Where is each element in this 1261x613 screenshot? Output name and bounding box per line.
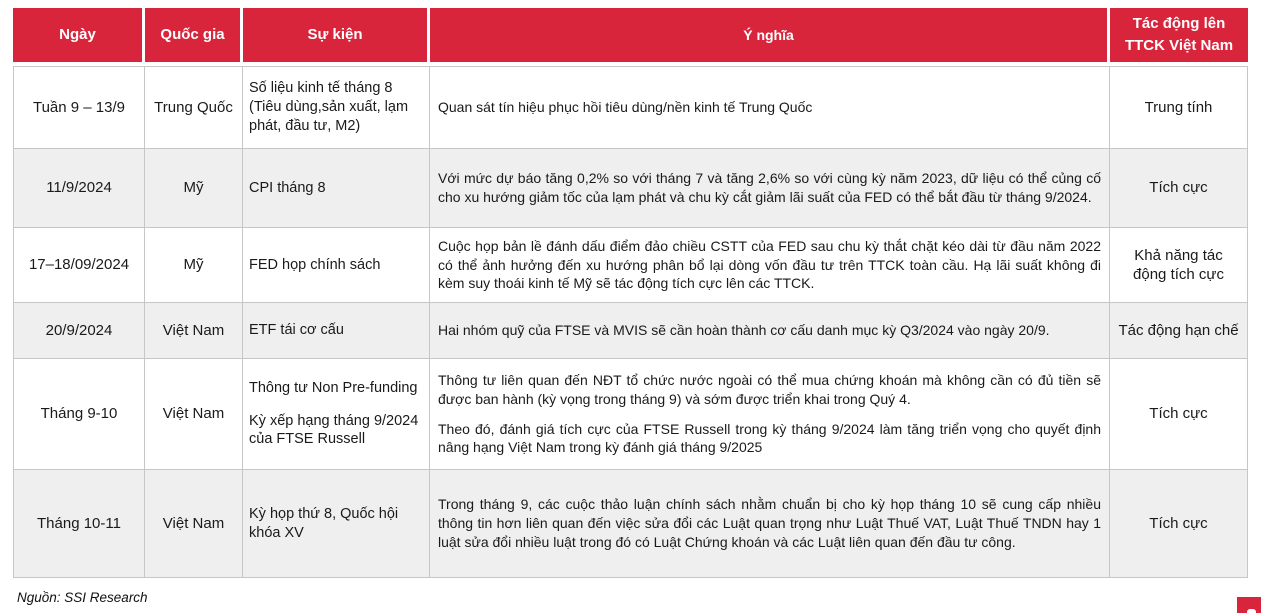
impact-text: Tích cực [1149,405,1208,423]
economic-events-table [13,8,1248,578]
cell-impact [1110,67,1248,149]
cell-impact [1110,470,1248,578]
cell-date [13,303,145,359]
cell-event [243,359,430,470]
source-note: Nguồn: SSI Research [17,590,148,605]
impact-text: Tác động hạn chế [1118,321,1239,339]
header-impact: Tác động lên TTCK Việt Nam [1110,8,1248,62]
country-text: Việt Nam [162,321,225,339]
table-row [13,470,1248,578]
country-text: Trung Quốc [154,98,233,116]
cell-country [145,228,243,303]
cell-event [243,67,430,149]
cell-meaning [430,149,1110,228]
cell-country [145,359,243,470]
cell-event [243,149,430,228]
cell-date [13,359,145,470]
partial-page-number-glyph [1247,609,1256,613]
cell-impact [1110,303,1248,359]
meaning-text: Hai nhóm quỹ của FTSE và MVIS sẽ cần hoàn thành cơ cấu danh mục kỳ Q3/2024 vào ngày 20/9. [438,322,1050,339]
cell-meaning [430,67,1110,149]
date-text: Tháng 9-10 [40,405,118,423]
cell-date [13,149,145,228]
meaning-text: Với mức dự báo tăng 0,2% so với tháng 7 và tăng 2,6% so với cùng kỳ năm 2023, dữ liệu có thể củng cố cho xu hướng giảm tốc của lạm phát và chu kỳ cắt giảm lãi suất của FED có thể bắt đầu từ tháng 9/2024. [438,170,1101,205]
cell-meaning [430,228,1110,303]
date-text: 17–18/09/2024 [28,256,130,274]
cell-event [243,228,430,303]
cell-date [13,470,145,578]
country-text: Việt Nam [162,405,225,423]
page-number-badge [1237,597,1261,613]
meaning-text: Trong tháng 9, các cuộc thảo luận chính sách nhằm chuẩn bị cho kỳ họp tháng 10 sẽ cung cấp nhiều thông tin hơn liên quan đến việc sửa đổi các Luật quan trọng như Luật Thuế VAT, Luật Thuế TNDN hay 1 luật sửa đổi nhiều luật trong đó có Luật Chứng khoán và các Luật liên quan đến đầu tư công. [438,496,1101,550]
cell-meaning [430,359,1110,470]
event-text: Kỳ xếp hạng tháng 9/2024 của FTSE Russell [249,412,419,448]
country-text: Mỹ [183,179,204,197]
table-row [13,67,1248,149]
event-text: FED họp chính sách [249,256,381,273]
event-text: ETF tái cơ cấu [249,322,344,339]
date-text: Tuần 9 – 13/9 [32,98,125,116]
table-header-row [13,8,1248,62]
event-text: CPI tháng 8 [249,179,326,196]
cell-impact [1110,149,1248,228]
cell-date [13,228,145,303]
cell-date [13,67,145,149]
cell-country [145,303,243,359]
table-row [13,359,1248,470]
cell-impact [1110,359,1248,470]
country-text: Mỹ [183,256,204,274]
table-row [13,303,1248,359]
cell-event [243,470,430,578]
impact-text: Tích cực [1149,514,1208,532]
impact-text: Khả năng tác động tích cực [1133,246,1224,283]
table-row [13,228,1248,303]
meaning-text: Quan sát tín hiệu phục hồi tiêu dùng/nền kinh tế Trung Quốc [438,99,813,116]
impact-text: Tích cực [1149,179,1208,197]
meaning-text: Cuộc họp bản lề đánh dấu điểm đảo chiều CSTT của FED sau chu kỳ thắt chặt kéo dài từ đầu năm 2022 có thể ảnh hưởng đến xu hướng phân bổ lại dòng vốn đầu tư trên TTCK toàn cầu. Hạ lãi suất không đi kèm suy thoái kinh tế Mỹ sẽ tác động tích cực lên các TTCK. [438,237,1101,292]
cell-country [145,149,243,228]
event-text: Kỳ họp thứ 8, Quốc hội khóa XV [249,505,399,541]
cell-country [145,470,243,578]
meaning-text: Theo đó, đánh giá tích cực của FTSE Russell trong kỳ tháng 9/2024 làm tăng triển vọng cho quyết định nâng hạng Việt Nam trong kỳ đánh giá tháng 9/2025 [438,420,1101,456]
cell-country [145,67,243,149]
header-event: Sự kiện [243,8,430,62]
table-body [13,66,1248,578]
event-text: Thông tư Non Pre-funding [249,379,418,396]
meaning-text: Thông tư liên quan đến NĐT tổ chức nước ngoài có thể mua chứng khoán mà không cần có đủ tiền sẽ được ban hành (kỳ vọng trong tháng 9) và sớm được triển khai trong Quý 4. [438,371,1101,407]
cell-event [243,303,430,359]
header-country: Quốc gia [145,8,243,62]
date-text: 20/9/2024 [45,321,113,339]
cell-meaning [430,470,1110,578]
header-date: Ngày [13,8,145,62]
header-meaning: Ý nghĩa [430,8,1110,62]
cell-impact [1110,228,1248,303]
date-text: 11/9/2024 [46,179,112,197]
table-row [13,149,1248,228]
cell-meaning [430,303,1110,359]
country-text: Việt Nam [162,514,225,532]
event-text: Số liệu kinh tế tháng 8 (Tiêu dùng,sản xuất, lạm phát, đầu tư, M2) [249,80,409,134]
date-text: Tháng 10-11 [37,514,121,532]
impact-text: Trung tính [1144,98,1213,116]
